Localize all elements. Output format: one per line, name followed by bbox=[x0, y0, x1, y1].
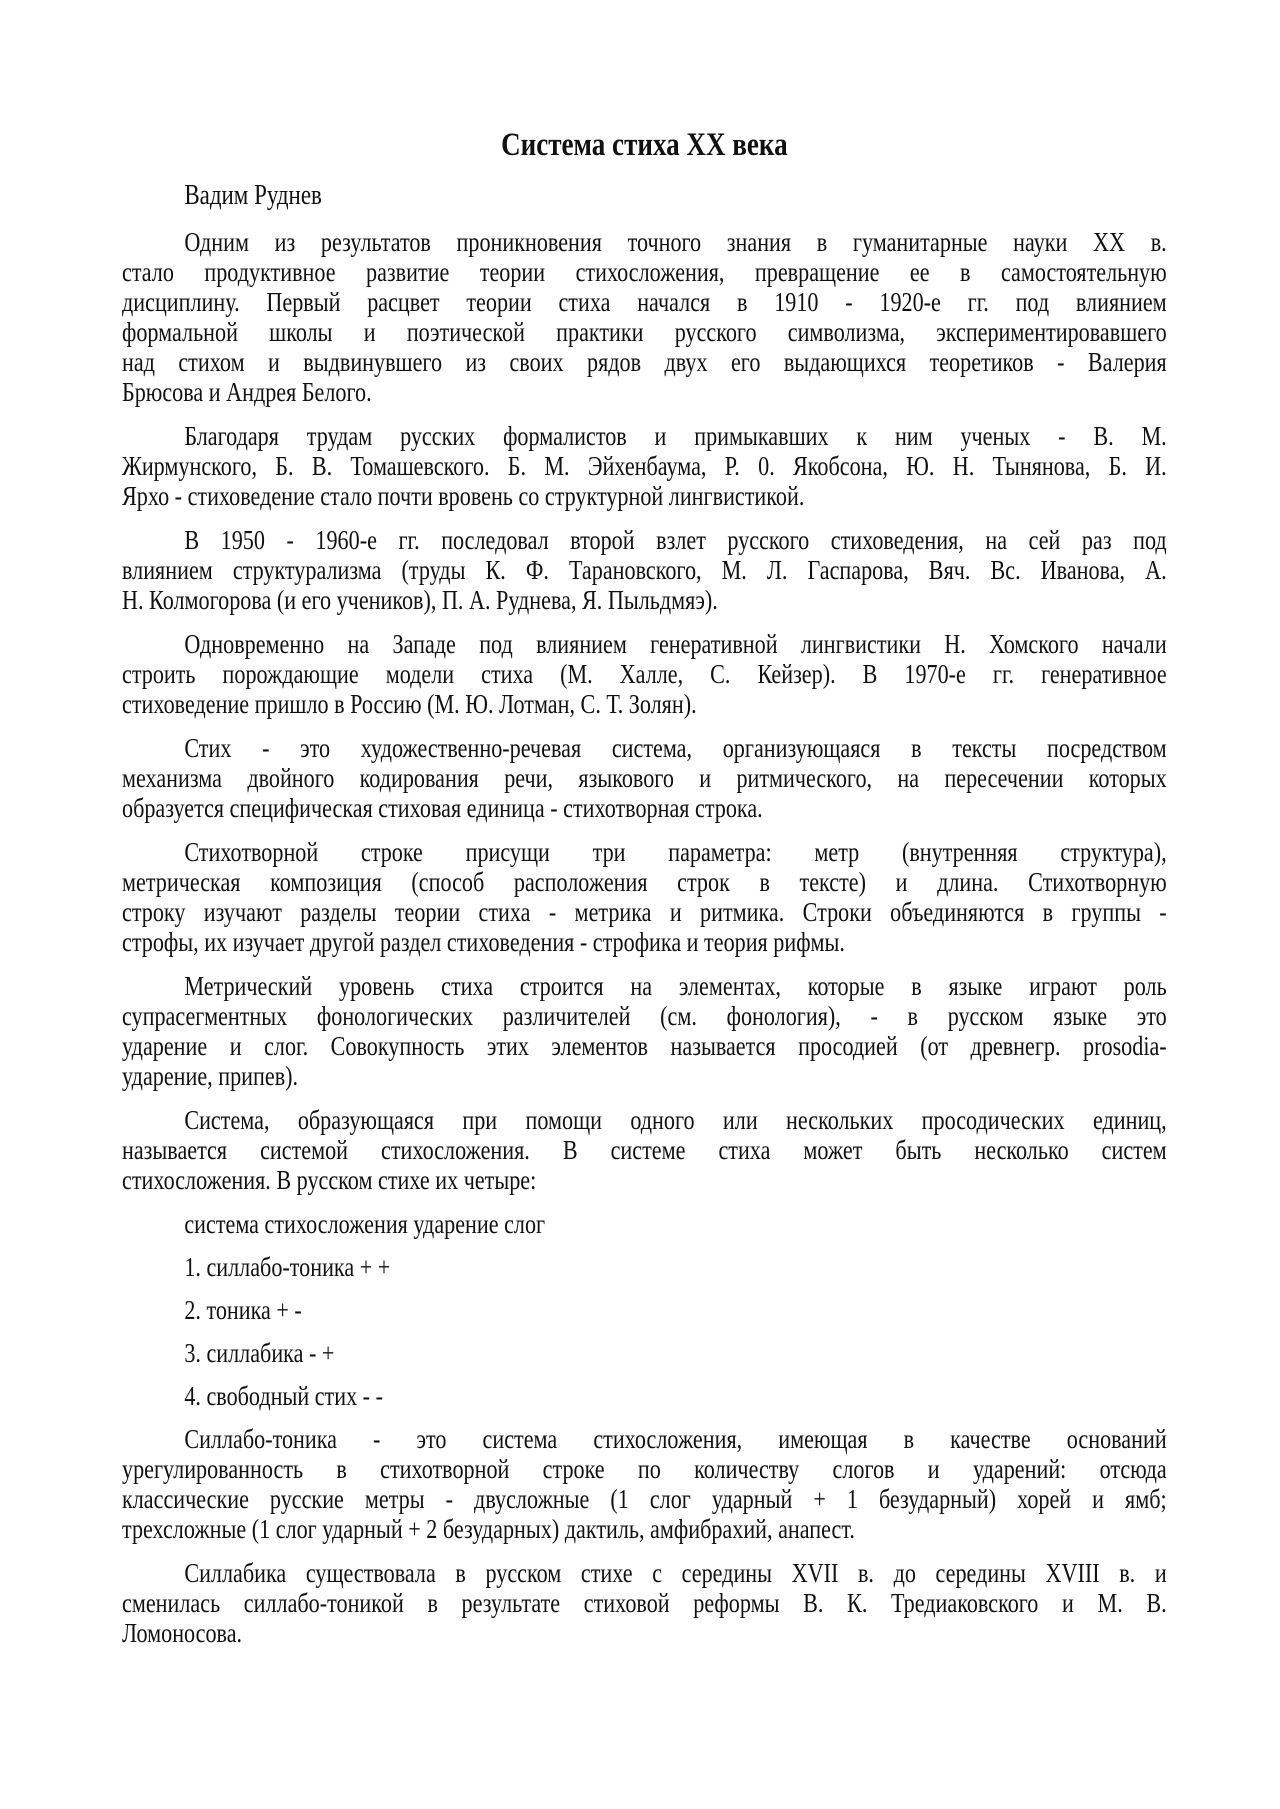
text-line: ударение и слог. Совокупность этих элементов называется просодией (от древнегр. prosodia- bbox=[122, 1031, 1167, 1061]
text-line: образуется специфическая стиховая единица - стихотворная строка. bbox=[122, 793, 763, 823]
text-line: стало продуктивное развитие теории стихосложения, превращение ее в самостоятельную bbox=[122, 257, 1167, 287]
text-line: строить порождающие модели стиха (М. Халле, С. Кейзер). В 1970-е гг. генеративное bbox=[122, 659, 1167, 689]
list-item bbox=[122, 1381, 1167, 1411]
text-line: Силлабика существовала в русском стихе с середины XVII в. до середины XVIII в. и bbox=[184, 1558, 1167, 1588]
text-line: строку изучают разделы теории стиха - метрика и ритмика. Строки объединяются в группы - bbox=[122, 897, 1167, 927]
text-line: Ярхо - стиховедение стало почти вровень со структурной лингвистикой. bbox=[122, 481, 805, 511]
text-line: стиховедение пришло в Россию (М. Ю. Лотман, С. Т. Золян). bbox=[122, 689, 697, 719]
text-line: называется системой стихосложения. В системе стиха может быть несколько систем bbox=[122, 1135, 1167, 1165]
text-line: классические русские метры - двусложные (1 слог ударный + 1 безударный) хорей и ямб; bbox=[122, 1484, 1167, 1514]
text-line: ударение, припев). bbox=[122, 1061, 299, 1091]
paragraph bbox=[122, 525, 1167, 615]
text-line: стихосложения. В русском стихе их четыре: bbox=[122, 1165, 537, 1195]
paragraph bbox=[122, 1105, 1167, 1195]
text-line: 4. свободный стих - - bbox=[184, 1381, 383, 1411]
text-line: система стихосложения ударение слог bbox=[184, 1209, 546, 1239]
text-line: формальной школы и поэтической практики русского символизма, экспериментировавшего bbox=[122, 317, 1167, 347]
text-line: метрическая композиция (способ расположения строк в тексте) и длина. Стихотворную bbox=[122, 867, 1167, 897]
text-line: Одним из результатов проникновения точного знания в гуманитарные науки XX в. bbox=[184, 227, 1167, 257]
paragraph bbox=[122, 837, 1167, 957]
text-line: Силлабо-тоника - это система стихосложения, имеющая в качестве оснований bbox=[184, 1424, 1167, 1454]
text-line: 1. силлабо-тоника + + bbox=[184, 1252, 391, 1282]
text-line: дисциплину. Первый расцвет теории стиха начался в 1910 - 1920-е гг. под влиянием bbox=[122, 287, 1167, 317]
text-line: механизма двойного кодирования речи, языкового и ритмического, на пересечении которых bbox=[122, 763, 1167, 793]
text-line: трехсложные (1 слог ударный + 2 безударных) дактиль, амфибрахий, анапест. bbox=[122, 1514, 855, 1544]
text-line: Брюсова и Андрея Белого. bbox=[122, 377, 372, 407]
author-name: Вадим Руднев bbox=[184, 180, 322, 211]
list-item bbox=[122, 1295, 1167, 1325]
text-line: В 1950 - 1960-е гг. последовал второй взлет русского стиховедения, на сей раз под bbox=[184, 525, 1167, 555]
paragraph bbox=[122, 733, 1167, 823]
text-line: над стихом и выдвинувшего из своих рядов двух его выдающихся теоретиков - Валерия bbox=[122, 347, 1167, 377]
paragraph bbox=[122, 227, 1167, 407]
text-line: 3. силлабика - + bbox=[184, 1338, 335, 1368]
list-item bbox=[122, 1338, 1167, 1368]
text-line: Стих - это художественно-речевая система, организующаяся в тексты посредством bbox=[184, 733, 1167, 763]
paragraph bbox=[122, 1558, 1167, 1648]
document-page bbox=[122, 125, 1167, 1662]
text-line: Стихотворной строке присущи три параметра: метр (внутренняя структура), bbox=[184, 837, 1167, 867]
paragraph bbox=[122, 1424, 1167, 1544]
text-line: урегулированность в стихотворной строке по количеству слогов и ударений: отсюда bbox=[122, 1454, 1167, 1484]
list-item bbox=[122, 1209, 1167, 1239]
list-item bbox=[122, 1252, 1167, 1282]
text-line: супрасегментных фонологических различителей (см. фонология), - в русском языке это bbox=[122, 1001, 1167, 1031]
text-line: сменилась силлабо-тоникой в результате стиховой реформы В. К. Тредиаковского и М. В. bbox=[122, 1588, 1167, 1618]
text-line: Метрический уровень стиха строится на элементах, которые в языке играют роль bbox=[184, 971, 1167, 1001]
text-line: Система, образующаяся при помощи одного или нескольких просодических единиц, bbox=[184, 1105, 1167, 1135]
document-body bbox=[122, 227, 1167, 1648]
paragraph bbox=[122, 421, 1167, 511]
text-line: влиянием структурализма (труды К. Ф. Тарановского, М. Л. Гаспарова, Вяч. Вс. Иванова, А. bbox=[122, 555, 1167, 585]
text-line: Благодаря трудам русских формалистов и примыкавших к ним ученых - В. М. bbox=[184, 421, 1167, 451]
text-line: Н. Колмогорова (и его учеников), П. А. Руднева, Я. Пыльдмяэ). bbox=[122, 585, 718, 615]
text-line: Жирмунского, Б. В. Томашевского. Б. М. Эйхенбаума, Р. 0. Якобсона, Ю. Н. Тынянова, Б. И. bbox=[122, 451, 1167, 481]
paragraph bbox=[122, 971, 1167, 1091]
text-line: 2. тоника + - bbox=[184, 1295, 302, 1325]
text-line: строфы, их изучает другой раздел стиховедения - строфика и теория рифмы. bbox=[122, 927, 845, 957]
text-line: Ломоносова. bbox=[122, 1618, 243, 1648]
document-title: Система стиха XX века bbox=[501, 127, 788, 163]
paragraph bbox=[122, 629, 1167, 719]
text-line: Одновременно на Западе под влиянием генеративной лингвистики Н. Хомского начали bbox=[184, 629, 1167, 659]
